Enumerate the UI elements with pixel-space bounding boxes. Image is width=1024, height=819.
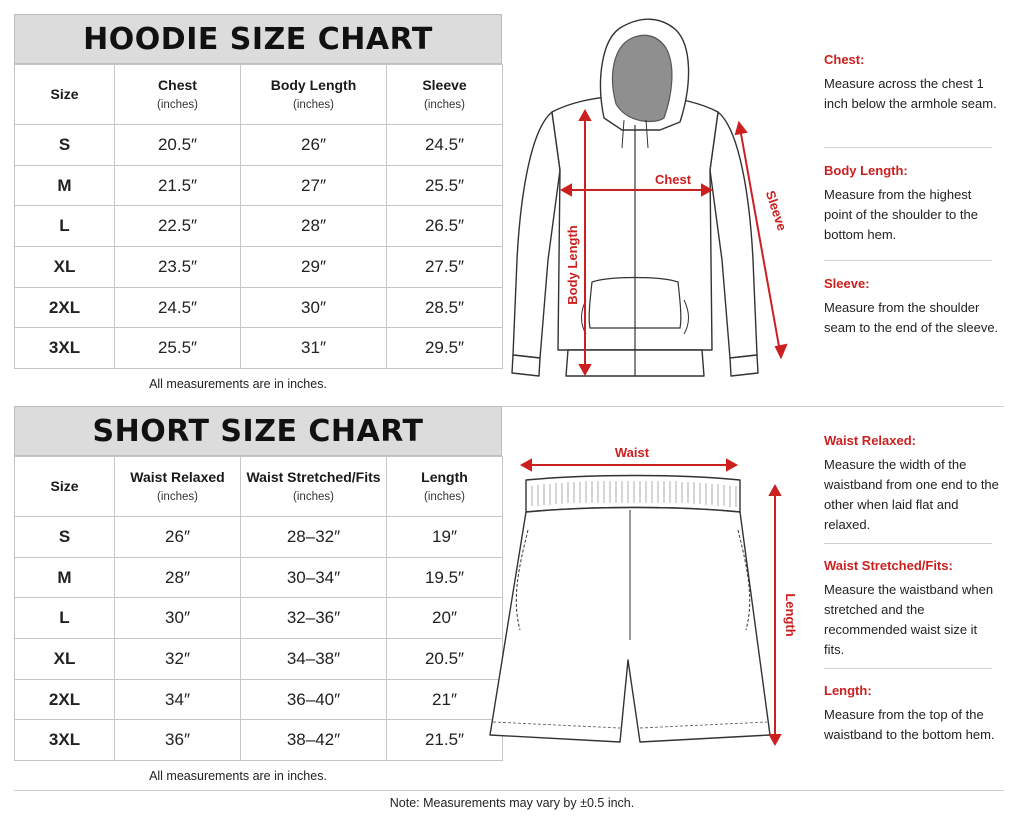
- description-text: Measure the width of the waistband from one end to the other when laid flat and relaxed.: [824, 457, 999, 532]
- table-cell: 36–40″: [241, 679, 387, 720]
- table-row: [15, 328, 503, 369]
- hoodie-right-cuff: [730, 355, 758, 376]
- shorts-waistband: [526, 476, 740, 513]
- table-row: [15, 598, 503, 639]
- size-cell: 3XL: [15, 328, 115, 369]
- description-title: Waist Relaxed:: [824, 433, 916, 448]
- hoodie-right-sleeve: [710, 112, 757, 358]
- header-label: Size: [50, 85, 79, 102]
- column-header: [15, 65, 115, 125]
- table-cell: 36″: [115, 720, 241, 761]
- table-row: [15, 165, 503, 206]
- header-unit: (inches): [293, 99, 334, 112]
- description-title: Chest:: [824, 52, 865, 67]
- table-cell: 20″: [387, 598, 503, 639]
- header-unit: (inches): [157, 491, 198, 504]
- divider: [824, 260, 992, 261]
- table-cell: 23.5″: [115, 247, 241, 288]
- shorts-illustration: [480, 430, 810, 760]
- hoodie-size-table-section: [14, 14, 502, 391]
- table-cell: 21.5″: [387, 720, 503, 761]
- table-cell: 21.5″: [115, 165, 241, 206]
- table-cell: 22.5″: [115, 206, 241, 247]
- size-cell: 2XL: [15, 287, 115, 328]
- header-label: Size: [50, 477, 79, 494]
- table-cell: 34–38″: [241, 639, 387, 680]
- table-cell: 27″: [241, 165, 387, 206]
- footer-divider: [14, 790, 1004, 791]
- hoodie-illustration: [505, 14, 805, 384]
- table-cell: 20.5″: [387, 639, 503, 680]
- table-row: [15, 639, 503, 680]
- size-cell: 3XL: [15, 720, 115, 761]
- size-cell: L: [15, 206, 115, 247]
- header-label: Body Length: [270, 76, 357, 93]
- table-row: [15, 247, 503, 288]
- table-cell: 28″: [241, 206, 387, 247]
- header-label: Sleeve: [422, 76, 467, 93]
- table-cell: 28.5″: [387, 287, 503, 328]
- column-header: [241, 65, 387, 125]
- short-size-table-section: [14, 406, 502, 783]
- table-row: [15, 206, 503, 247]
- table-cell: 29″: [241, 247, 387, 288]
- waist-relaxed-description: [824, 433, 999, 535]
- header-label: Waist Relaxed: [130, 468, 225, 485]
- table-cell: 29.5″: [387, 328, 503, 369]
- header-unit: (inches): [424, 99, 465, 112]
- table-cell: 32″: [115, 639, 241, 680]
- header-unit: (inches): [293, 491, 334, 504]
- short-chart-title: SHORT SIZE CHART: [14, 406, 502, 456]
- size-cell: XL: [15, 247, 115, 288]
- header-unit: (inches): [424, 491, 465, 504]
- table-cell: 34″: [115, 679, 241, 720]
- header-label: Waist Stretched/Fits: [246, 468, 381, 485]
- size-cell: L: [15, 598, 115, 639]
- table-cell: 26″: [241, 125, 387, 166]
- hoodie-measurement-note: All measurements are in inches.: [149, 377, 327, 392]
- table-cell: 28–32″: [241, 517, 387, 558]
- size-cell: M: [15, 165, 115, 206]
- hoodie-hood-inner: [613, 35, 672, 121]
- description-title: Body Length:: [824, 163, 908, 178]
- waist-stretched-description: [824, 558, 999, 660]
- table-cell: 30″: [241, 287, 387, 328]
- table-row: [15, 720, 503, 761]
- column-header: [15, 457, 115, 517]
- waist-label: Waist: [614, 445, 650, 460]
- table-row: [15, 125, 503, 166]
- sleeve-label: Sleeve: [762, 188, 790, 233]
- description-title: Length:: [824, 683, 872, 698]
- table-cell: 32–36″: [241, 598, 387, 639]
- table-cell: 30–34″: [241, 557, 387, 598]
- chest-label: Chest: [654, 172, 692, 187]
- table-cell: 31″: [241, 328, 387, 369]
- short-size-table: [14, 456, 503, 761]
- column-header: [115, 65, 241, 125]
- hoodie-size-table: [14, 64, 503, 369]
- short-measurement-note: All measurements are in inches.: [149, 769, 327, 784]
- description-text: Measure from the shoulder seam to the end of the sleeve.: [824, 300, 999, 335]
- table-row: [15, 557, 503, 598]
- table-cell: 24.5″: [115, 287, 241, 328]
- table-header-row: [15, 457, 503, 517]
- description-text: Measure from the top of the waistband to the bottom hem.: [824, 707, 995, 742]
- hoodie-chart-title: HOODIE SIZE CHART: [14, 14, 502, 64]
- sleeve-description: [824, 276, 999, 338]
- header-label: Chest: [158, 76, 197, 93]
- table-cell: 26.5″: [387, 206, 503, 247]
- length-description: [824, 683, 999, 745]
- size-cell: S: [15, 125, 115, 166]
- table-cell: 28″: [115, 557, 241, 598]
- table-row: [15, 287, 503, 328]
- column-header: [241, 457, 387, 517]
- table-cell: 25.5″: [387, 165, 503, 206]
- header-label: Length: [421, 468, 468, 485]
- size-cell: 2XL: [15, 679, 115, 720]
- description-text: Measure across the chest 1 inch below the armhole seam.: [824, 76, 997, 111]
- table-cell: 19″: [387, 517, 503, 558]
- table-cell: 38–42″: [241, 720, 387, 761]
- chest-description: [824, 52, 999, 114]
- table-cell: 21″: [387, 679, 503, 720]
- size-cell: M: [15, 557, 115, 598]
- table-row: [15, 679, 503, 720]
- hoodie-left-sleeve: [513, 112, 560, 358]
- header-unit: (inches): [157, 99, 198, 112]
- divider: [824, 668, 992, 669]
- description-text: Measure the waistband when stretched and the recommended waist size it fits.: [824, 582, 994, 657]
- body-length-description: [824, 163, 999, 245]
- description-title: Sleeve:: [824, 276, 870, 291]
- table-cell: 25.5″: [115, 328, 241, 369]
- length-label: Length: [783, 593, 798, 637]
- table-cell: 27.5″: [387, 247, 503, 288]
- size-cell: S: [15, 517, 115, 558]
- table-cell: 26″: [115, 517, 241, 558]
- table-cell: 19.5″: [387, 557, 503, 598]
- description-title: Waist Stretched/Fits:: [824, 558, 953, 573]
- body-length-label: Body Length: [565, 225, 580, 305]
- divider: [824, 147, 992, 148]
- table-cell: 30″: [115, 598, 241, 639]
- table-cell: 20.5″: [115, 125, 241, 166]
- divider: [824, 543, 992, 544]
- hoodie-left-cuff: [512, 355, 540, 376]
- table-row: [15, 517, 503, 558]
- size-cell: XL: [15, 639, 115, 680]
- column-header: [115, 457, 241, 517]
- column-header: [387, 65, 503, 125]
- description-text: Measure from the highest point of the shoulder to the bottom hem.: [824, 187, 978, 242]
- table-header-row: [15, 65, 503, 125]
- table-cell: 24.5″: [387, 125, 503, 166]
- footer-note: Note: Measurements may vary by ±0.5 inch.: [389, 796, 635, 810]
